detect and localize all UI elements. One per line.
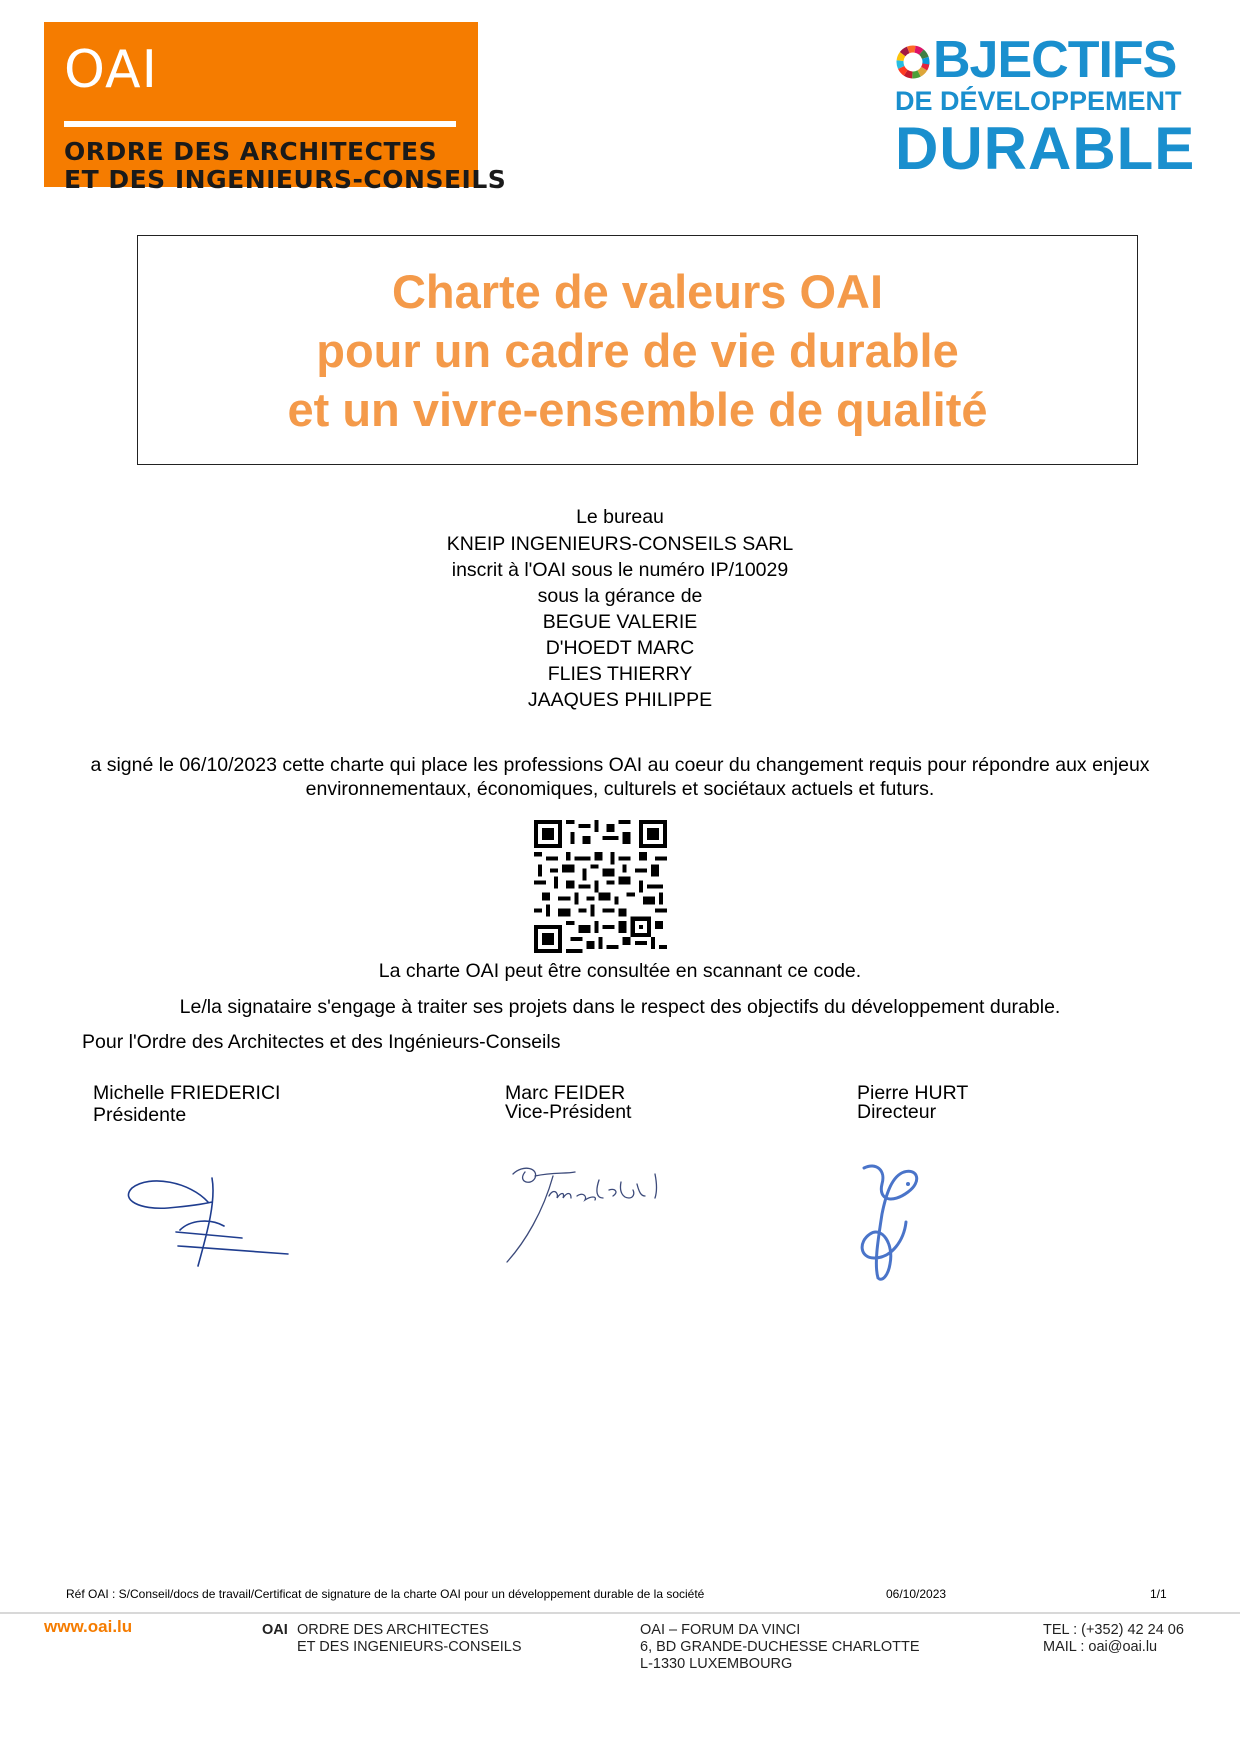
footer-page-number: 1/1 bbox=[1150, 1587, 1167, 1601]
bureau-registration: inscrit à l'OAI sous le numéro IP/10029 bbox=[451, 559, 789, 581]
footer-org-line2: ET DES INGENIEURS-CONSEILS bbox=[297, 1639, 522, 1655]
bureau-management-intro: sous la gérance de bbox=[537, 585, 703, 607]
oai-logo-rule bbox=[64, 121, 456, 127]
signatory-role: Présidente bbox=[93, 1104, 187, 1126]
signature-statement: a signé le 06/10/2023 cette charte qui place les professions OAI au coeur du changement requis pour répondre aux enjeux environnementaux, économiques, culturels et sociétaux actuels et futurs. bbox=[90, 754, 1150, 800]
footer-date: 06/10/2023 bbox=[886, 1587, 947, 1601]
for-order-text: Pour l'Ordre des Architectes et des Ingénieurs-Conseils bbox=[82, 1031, 561, 1053]
bureau-intro: Le bureau bbox=[576, 506, 664, 528]
sdg-wheel-icon bbox=[895, 44, 931, 80]
footer-reference: Réf OAI : S/Conseil/docs de travail/Certificat de signature de la charte OAI pour un développement durable de la société bbox=[66, 1587, 705, 1601]
title-box bbox=[137, 235, 1138, 465]
qr-code bbox=[534, 820, 667, 953]
commitment-text: Le/la signataire s'engage à traiter ses projets dans le respect des objectifs du développement durable. bbox=[179, 996, 1061, 1018]
footer-email[interactable]: MAIL : oai@oai.lu bbox=[1043, 1639, 1158, 1655]
footer-org-short: OAI bbox=[262, 1622, 288, 1638]
sdg-logo bbox=[895, 31, 1196, 182]
footer-phone: TEL : (+352) 42 24 06 bbox=[1043, 1622, 1184, 1638]
footer-org-line1: ORDRE DES ARCHITECTES bbox=[297, 1622, 489, 1638]
manager-name: JAAQUES PHILIPPE bbox=[527, 689, 713, 711]
title-line1: Charte de valeurs OAI bbox=[391, 265, 884, 318]
qr-caption: La charte OAI peut être consultée en scannant ce code. bbox=[378, 960, 862, 982]
oai-logo-line1: ORDRE DES ARCHITECTES bbox=[64, 137, 438, 166]
signature-friederici bbox=[120, 1160, 290, 1270]
footer-divider bbox=[0, 1612, 1240, 1614]
title-line3: et un vivre-ensemble de qualité bbox=[287, 383, 988, 436]
signatory-role: Vice-Président bbox=[505, 1101, 632, 1123]
bureau-company: KNEIP INGENIEURS-CONSEILS SARL bbox=[446, 533, 794, 555]
oai-logo-short: OAI bbox=[64, 40, 158, 100]
footer-address-line2: 6, BD GRANDE-DUCHESSE CHARLOTTE bbox=[640, 1639, 920, 1655]
footer-address-line1: OAI – FORUM DA VINCI bbox=[640, 1622, 801, 1638]
oai-logo bbox=[44, 22, 507, 194]
title-line2: pour un cadre de vie durable bbox=[316, 324, 959, 377]
signatory-name: Michelle FRIEDERICI bbox=[93, 1082, 281, 1104]
signatory-role: Directeur bbox=[857, 1101, 937, 1123]
sdg-logo-word1: BJECTIFS bbox=[933, 31, 1177, 89]
footer-address-line3: L-1330 LUXEMBOURG bbox=[640, 1656, 793, 1672]
signature-hurt bbox=[852, 1160, 942, 1285]
footer-website-link[interactable]: www.oai.lu bbox=[44, 1617, 133, 1636]
signatory-name: Marc FEIDER bbox=[505, 1082, 626, 1104]
sdg-logo-word3: DURABLE bbox=[895, 115, 1196, 182]
signature-feider bbox=[505, 1162, 675, 1267]
oai-logo-line2: ET DES INGENIEURS-CONSEILS bbox=[64, 165, 507, 194]
sdg-logo-word2: DE DÉVELOPPEMENT bbox=[895, 86, 1182, 116]
manager-name: BEGUE VALERIE bbox=[542, 611, 698, 633]
manager-name: FLIES THIERRY bbox=[547, 663, 693, 685]
signatory-name: Pierre HURT bbox=[857, 1082, 969, 1104]
manager-name: D'HOEDT MARC bbox=[545, 637, 695, 659]
